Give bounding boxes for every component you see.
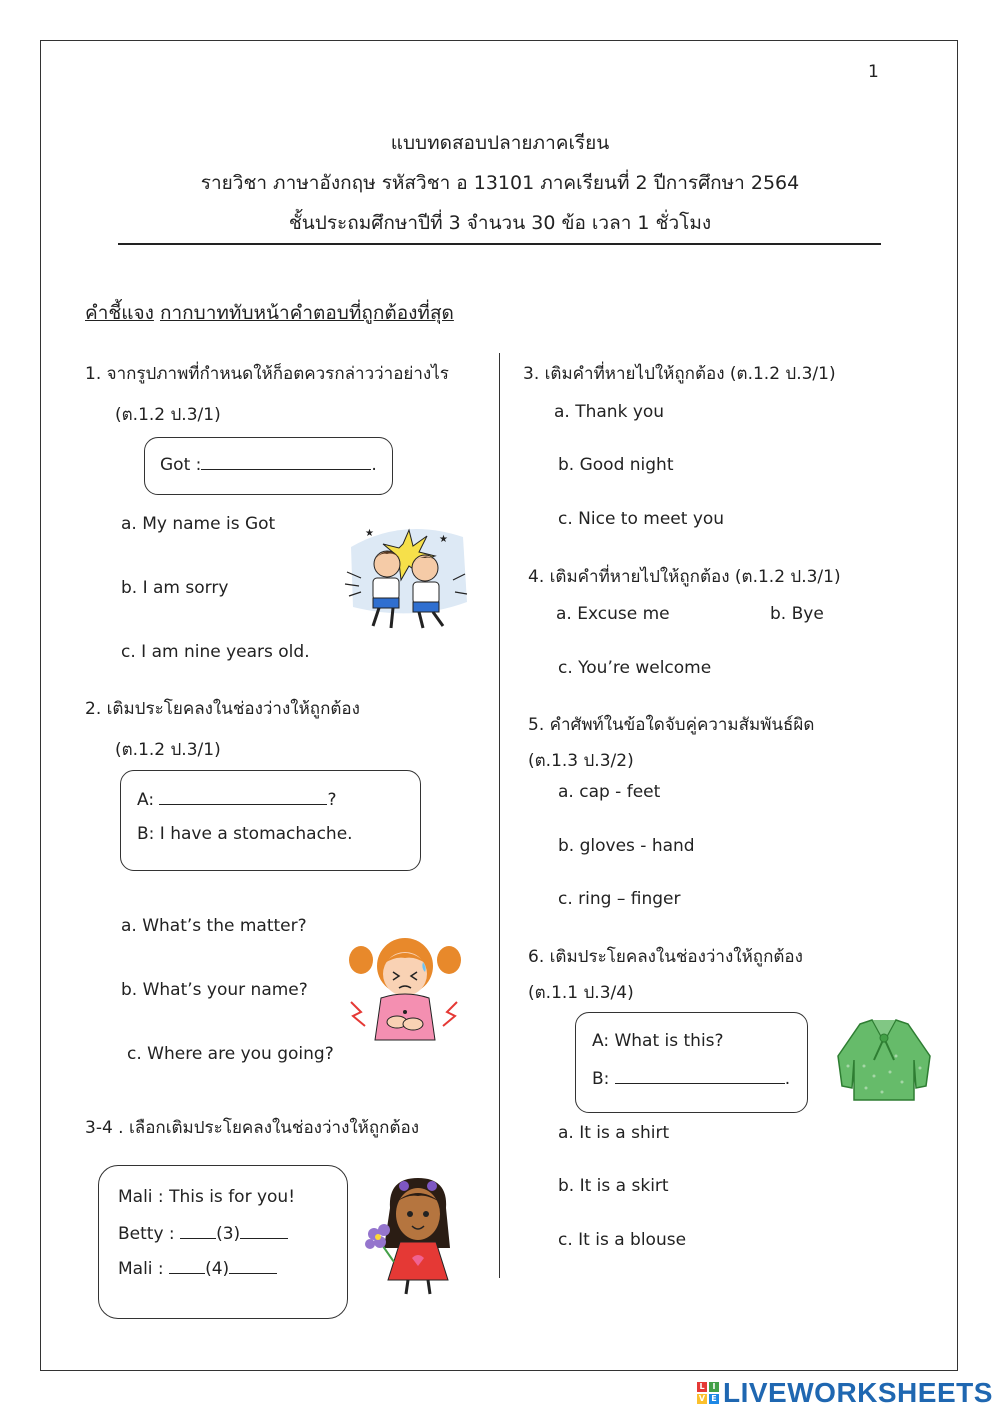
q3-option-b[interactable]: b. Good night bbox=[558, 455, 674, 475]
svg-text:★: ★ bbox=[439, 534, 448, 545]
header-rule bbox=[118, 243, 881, 245]
q34-line2 bbox=[118, 1223, 288, 1244]
q4-option-c[interactable]: c. You’re welcome bbox=[558, 658, 712, 678]
q5-option-b[interactable]: b. gloves - hand bbox=[558, 836, 695, 856]
q2-dialog-box bbox=[120, 770, 421, 871]
header-title: แบบทดสอบปลายภาคเรียน bbox=[390, 132, 610, 154]
q2-option-b[interactable]: b. What’s your name? bbox=[121, 980, 308, 1000]
q1-option-a[interactable]: a. My name is Got bbox=[121, 514, 276, 534]
q34-blank3-left[interactable] bbox=[180, 1223, 216, 1239]
logo-tile-e: E bbox=[709, 1394, 719, 1404]
q2-indicator: (ต.1.2 ป.3/1) bbox=[115, 740, 221, 760]
q2-answer-blank[interactable] bbox=[159, 789, 327, 805]
boys-collision-illustration bbox=[343, 522, 469, 634]
q1-prompt: 1. จากรูปภาพที่กำหนดให้ก็อตควรกล่าวว่าอย่างไร bbox=[85, 364, 449, 384]
q34-line1: Mali : This is for you! bbox=[118, 1187, 296, 1207]
q6-box-b-suffix: . bbox=[784, 1069, 791, 1089]
q34-blank3-num: (3) bbox=[216, 1224, 241, 1244]
q34-blank3-right[interactable] bbox=[240, 1223, 288, 1239]
q1-option-c[interactable]: c. I am nine years old. bbox=[121, 642, 310, 662]
logo-wordmark: LIVEWORKSHEETS bbox=[723, 1377, 993, 1408]
q1-option-b[interactable]: b. I am sorry bbox=[121, 578, 229, 598]
instructions-text: กากบาททับหน้าคำตอบที่ถูกต้องที่สุด bbox=[159, 302, 454, 324]
q34-line3-prefix: Mali : bbox=[118, 1259, 164, 1279]
q34-blank4-right[interactable] bbox=[229, 1258, 277, 1274]
q6-box-line-b bbox=[592, 1068, 790, 1089]
header-subject: รายวิชา ภาษาอังกฤษ รหัสวิชา อ 13101 ภาคเรียนที่ 2 ปีการศึกษา 2564 bbox=[200, 172, 800, 194]
instructions-label: คำชี้แจง bbox=[85, 302, 154, 324]
q6-option-a[interactable]: a. It is a shirt bbox=[558, 1123, 670, 1143]
q1-box-prefix: Got : bbox=[160, 455, 202, 475]
q4-option-a[interactable]: a. Excuse me bbox=[556, 604, 670, 624]
q2-box-a-prefix: A: bbox=[137, 790, 155, 810]
liveworksheets-logo[interactable] bbox=[697, 1378, 993, 1408]
q1-dialog-box bbox=[144, 437, 393, 495]
q6-option-b[interactable]: b. It is a skirt bbox=[558, 1176, 669, 1196]
q1-answer-blank[interactable] bbox=[201, 454, 371, 470]
logo-tiles-icon bbox=[697, 1382, 719, 1404]
q6-option-c[interactable]: c. It is a blouse bbox=[558, 1230, 687, 1250]
q1-box-suffix: . bbox=[371, 455, 377, 475]
green-blouse-illustration bbox=[830, 1016, 938, 1102]
q5-prompt: 5. คำศัพท์ในข้อใดจับคู่ความสัมพันธ์ผิด bbox=[528, 715, 815, 735]
q6-indicator: (ต.1.1 ป.3/4) bbox=[528, 983, 634, 1003]
q34-line2-prefix: Betty : bbox=[118, 1224, 175, 1244]
q2-box-a-suffix: ? bbox=[327, 790, 337, 810]
q2-box-line-a bbox=[137, 789, 337, 810]
q6-dialog-box bbox=[575, 1012, 808, 1113]
page-number: 1 bbox=[868, 62, 879, 82]
q6-box-line-a: A: What is this? bbox=[592, 1031, 724, 1051]
instructions bbox=[85, 298, 454, 328]
q6-answer-blank[interactable] bbox=[615, 1068, 785, 1084]
svg-text:★: ★ bbox=[365, 528, 374, 539]
q5-option-a[interactable]: a. cap - feet bbox=[558, 782, 661, 802]
q5-option-c[interactable]: c. ring – finger bbox=[558, 889, 681, 909]
header-grade: ชั้นประถมศึกษาปีที่ 3 จำนวน 30 ข้อ เวลา 1 ชั่วโมง bbox=[288, 212, 712, 234]
q5-indicator: (ต.1.3 ป.3/2) bbox=[528, 751, 634, 771]
q34-prompt: 3-4 . เลือกเติมประโยคลงในช่องว่างให้ถูกต้อง bbox=[85, 1118, 420, 1138]
q34-dialog-box bbox=[98, 1165, 348, 1319]
q2-box-line-b: B: I have a stomachache. bbox=[137, 824, 353, 844]
q2-option-a[interactable]: a. What’s the matter? bbox=[121, 916, 307, 936]
logo-tile-i: I bbox=[709, 1382, 719, 1392]
q34-blank4-left[interactable] bbox=[169, 1258, 205, 1274]
q3-prompt: 3. เติมคำที่หายไปให้ถูกต้อง (ต.1.2 ป.3/1) bbox=[523, 364, 836, 384]
logo-tile-v: V bbox=[698, 1394, 706, 1403]
q1-box-line bbox=[160, 454, 377, 475]
q3-option-a[interactable]: a. Thank you bbox=[554, 402, 665, 422]
girl-flower-illustration bbox=[364, 1172, 464, 1300]
q34-line3 bbox=[118, 1258, 277, 1279]
girl-stomachache-illustration bbox=[345, 932, 465, 1044]
q6-prompt: 6. เติมประโยคลงในช่องว่างให้ถูกต้อง bbox=[528, 947, 803, 967]
q1-indicator: (ต.1.2 ป.3/1) bbox=[115, 405, 221, 425]
q6-box-b-prefix: B: bbox=[592, 1069, 610, 1089]
q3-option-c[interactable]: c. Nice to meet you bbox=[558, 509, 725, 529]
q4-prompt: 4. เติมคำที่หายไปให้ถูกต้อง (ต.1.2 ป.3/1) bbox=[528, 567, 841, 587]
logo-tile-l: L bbox=[697, 1382, 707, 1392]
column-divider bbox=[499, 353, 500, 1278]
q4-option-b[interactable]: b. Bye bbox=[770, 604, 824, 624]
q34-blank4-num: (4) bbox=[205, 1259, 230, 1279]
q2-prompt: 2. เติมประโยคลงในช่องว่างให้ถูกต้อง bbox=[85, 699, 360, 719]
q2-option-c[interactable]: c. Where are you going? bbox=[127, 1044, 334, 1064]
